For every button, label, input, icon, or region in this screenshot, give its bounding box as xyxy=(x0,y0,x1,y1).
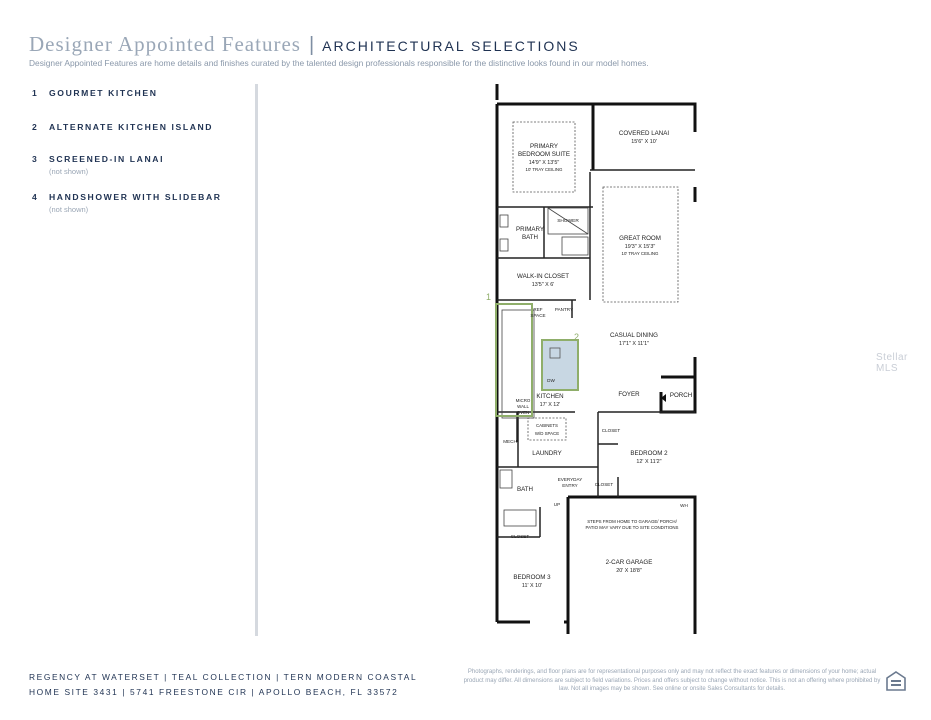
micro-wall-oven-label-2: WALL xyxy=(517,404,529,409)
title-subheading: ARCHITECTURAL SELECTIONS xyxy=(322,38,580,54)
feature-item xyxy=(32,154,242,176)
closet-label-entry: CLOSET xyxy=(594,482,614,487)
covered-lanai-label: COVERED LANAI xyxy=(618,130,670,137)
sink xyxy=(500,239,508,251)
bath-label: BATH xyxy=(516,486,534,493)
closet-label-bed2: CLOSET xyxy=(601,428,621,433)
bedroom-3-label: BEDROOM 3 xyxy=(513,574,551,581)
micro-wall-oven-label: MICRO xyxy=(515,398,531,403)
ref-space-label: REF xyxy=(533,307,543,312)
tub xyxy=(562,237,588,255)
sink xyxy=(500,215,508,227)
walk-in-closet-dims: 13'5" X 6' xyxy=(531,282,555,288)
feature-number: 2 xyxy=(32,122,39,132)
garage-note-2: PATIO MAY VARY DUE TO SITE CONDITIONS xyxy=(585,525,679,530)
toilet xyxy=(500,470,512,488)
equal-housing-icon xyxy=(885,670,907,692)
feature-label: HANDSHOWER WITH SLIDEBAR xyxy=(49,192,222,202)
property-info xyxy=(29,670,417,700)
primary-bedroom-note: 10' TRAY CEILING xyxy=(525,167,563,172)
title-separator: | xyxy=(308,34,315,56)
walk-in-closet-label: WALK-IN CLOSET xyxy=(516,273,570,280)
wall xyxy=(564,622,568,634)
mech-label: MECH xyxy=(503,439,517,444)
disclaimer: Photographs, renderings, and floor plans are for representational purposes only and may not reflect the exact features or dimensions of your home; actual product may differ. All dimensions are subject to field variations. Prices and offers subject to change without notice. This is not an offering where prohibited by law. Not all images may be shown. See online or onsite Sales Consultants for details. xyxy=(463,669,881,692)
garage-note: STEPS FROM HOME TO GARAGE/ PORCH/ xyxy=(587,519,677,524)
divider xyxy=(255,84,258,636)
feature-item xyxy=(32,88,242,98)
casual-dining-dims: 17'1" X 11'1" xyxy=(618,341,650,347)
bathtub xyxy=(504,510,536,526)
community-line: REGENCY AT WATERSET | TEAL COLLECTION | TERN MODERN COASTAL xyxy=(29,672,418,682)
wall xyxy=(593,104,695,132)
watermark: Stellar MLS xyxy=(876,352,908,374)
foyer-label: FOYER xyxy=(618,391,640,398)
feature-item xyxy=(32,192,242,214)
pantry-label: PANTRY xyxy=(554,307,574,312)
casual-dining-label: CASUAL DINING xyxy=(610,332,658,339)
primary-bath-label: PRIMARY xyxy=(515,226,545,233)
garage-dims: 20' X 18'8" xyxy=(616,568,642,574)
feature-note: (not shown) xyxy=(49,167,89,176)
great-room-label: GREAT ROOM xyxy=(619,235,661,242)
cabinets-outline xyxy=(528,418,566,440)
closet-label-bed3: CLOSET xyxy=(510,534,530,539)
feature-list xyxy=(32,88,242,238)
garage-label: 2-CAR GARAGE xyxy=(605,559,653,566)
great-room-note: 10' TRAY CEILING xyxy=(621,251,659,256)
callout-1-label: 1 xyxy=(486,292,492,302)
covered-lanai-dims: 15'6" X 10' xyxy=(631,139,657,145)
title-main: Designer Appointed Features xyxy=(29,32,301,56)
micro-wall-oven-label-3: OVEN xyxy=(516,410,530,415)
kitchen-dims: 17' X 12' xyxy=(539,402,561,408)
feature-label: ALTERNATE KITCHEN ISLAND xyxy=(49,122,214,132)
stairs-up-label: UP xyxy=(553,502,561,507)
laundry-label: LAUNDRY xyxy=(532,450,562,457)
primary-bath-label-2: BATH xyxy=(521,234,539,241)
water-heater-label: WH xyxy=(680,503,688,508)
primary-bedroom-label: PRIMARY xyxy=(529,143,559,150)
address-line: HOME SITE 3431 | 5741 FREESTONE CIR | APOLLO BEACH, FL 33572 xyxy=(29,687,399,697)
porch-label: PORCH xyxy=(669,392,693,399)
feature-label: SCREENED-IN LANAI xyxy=(49,154,165,164)
floor-plan xyxy=(480,82,720,642)
shower-label: SHOWER xyxy=(557,219,579,224)
bedroom-2-label: BEDROOM 2 xyxy=(630,450,668,457)
bedroom-2-dims: 12' X 11'2" xyxy=(636,459,662,465)
everyday-entry-label-2: ENTRY xyxy=(562,483,578,488)
bedroom-3-dims: 11' X 10' xyxy=(521,583,543,589)
ref-space-label-2: SPACE xyxy=(530,313,546,318)
page-description: Designer Appointed Features are home details and finishes curated by the talented design professionals responsible for the distinctive looks found in our model homes. xyxy=(29,58,649,68)
primary-bedroom-dims: 14'9" X 13'5" xyxy=(528,160,560,166)
feature-label: GOURMET KITCHEN xyxy=(49,88,158,98)
feature-item xyxy=(32,122,242,132)
callout-2-label: 2 xyxy=(574,332,580,342)
feature-number: 3 xyxy=(32,154,39,164)
feature-number: 4 xyxy=(32,192,39,202)
everyday-entry-label: EVERYDAY xyxy=(557,477,583,482)
primary-bedroom-label-2: BEDROOM SUITE xyxy=(518,151,570,158)
feature-number: 1 xyxy=(32,88,39,98)
cabinets-label: CABINETS xyxy=(536,423,558,428)
great-room-dims: 19'3" X 15'3" xyxy=(624,244,656,250)
dishwasher-label: DW xyxy=(547,378,555,383)
page-title xyxy=(29,32,580,57)
feature-note: (not shown) xyxy=(49,205,89,214)
wd-space-label: W/D SPACE xyxy=(534,431,560,436)
kitchen-label: KITCHEN xyxy=(536,393,564,400)
